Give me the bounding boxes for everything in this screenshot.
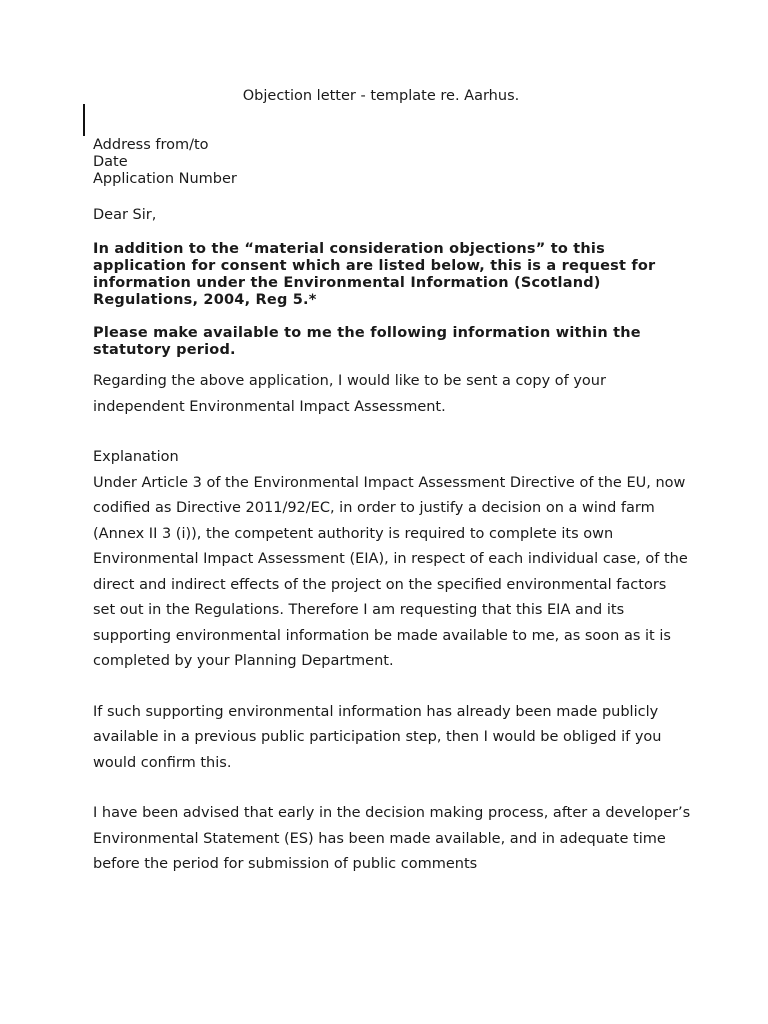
availability-paragraph-bold: Please make available to me the following information within the statutory period. <box>93 325 641 358</box>
advised-paragraph: I have been advised that early in the decision making process, after a developer’s Environmental Statement (ES) has been made available, and in adequate time before the period for submission of public comments <box>93 805 691 872</box>
document-title: Objection letter - template re. Aarhus. <box>242 88 520 104</box>
explanation-heading: Explanation <box>93 449 179 465</box>
explanation-paragraph: Under Article 3 of the Environmental Impact Assessment Directive of the EU, now codified as Directive 2011/92/EC, in order to justify a decision on a wind farm (Annex II 3 (i)), the competent authority is required to complete its own Environmental Impact Assessment (EIA), in respect of each individual case, of the direct and indirect effects of the project on the specified environmental factors set out in the Regulations. Therefore I am requesting that this EIA and its supporting environmental information be made available to me, as soon as it is completed by your Planning Department. <box>93 474 688 669</box>
document-body <box>93 137 693 878</box>
date-line: Date <box>93 154 128 170</box>
text-cursor <box>83 104 85 136</box>
request-paragraph: Regarding the above application, I would like to be sent a copy of your independent Environmental Impact Assessment. <box>93 373 606 415</box>
confirm-paragraph: If such supporting environmental information has already been made publicly available in a previous public participation step, then I would be obliged if you would confirm this. <box>93 703 662 771</box>
address-line: Address from/to <box>93 137 209 153</box>
application-number-line: Application Number <box>93 171 237 187</box>
salutation: Dear Sir, <box>93 207 157 223</box>
address-block <box>93 137 693 188</box>
request-paragraph-bold: In addition to the “material consideration objections” to this application for consent which are listed below, this is a request for information under the Environmental Information (Scotland) Regulations, 2004, Reg 5.* <box>93 241 656 308</box>
